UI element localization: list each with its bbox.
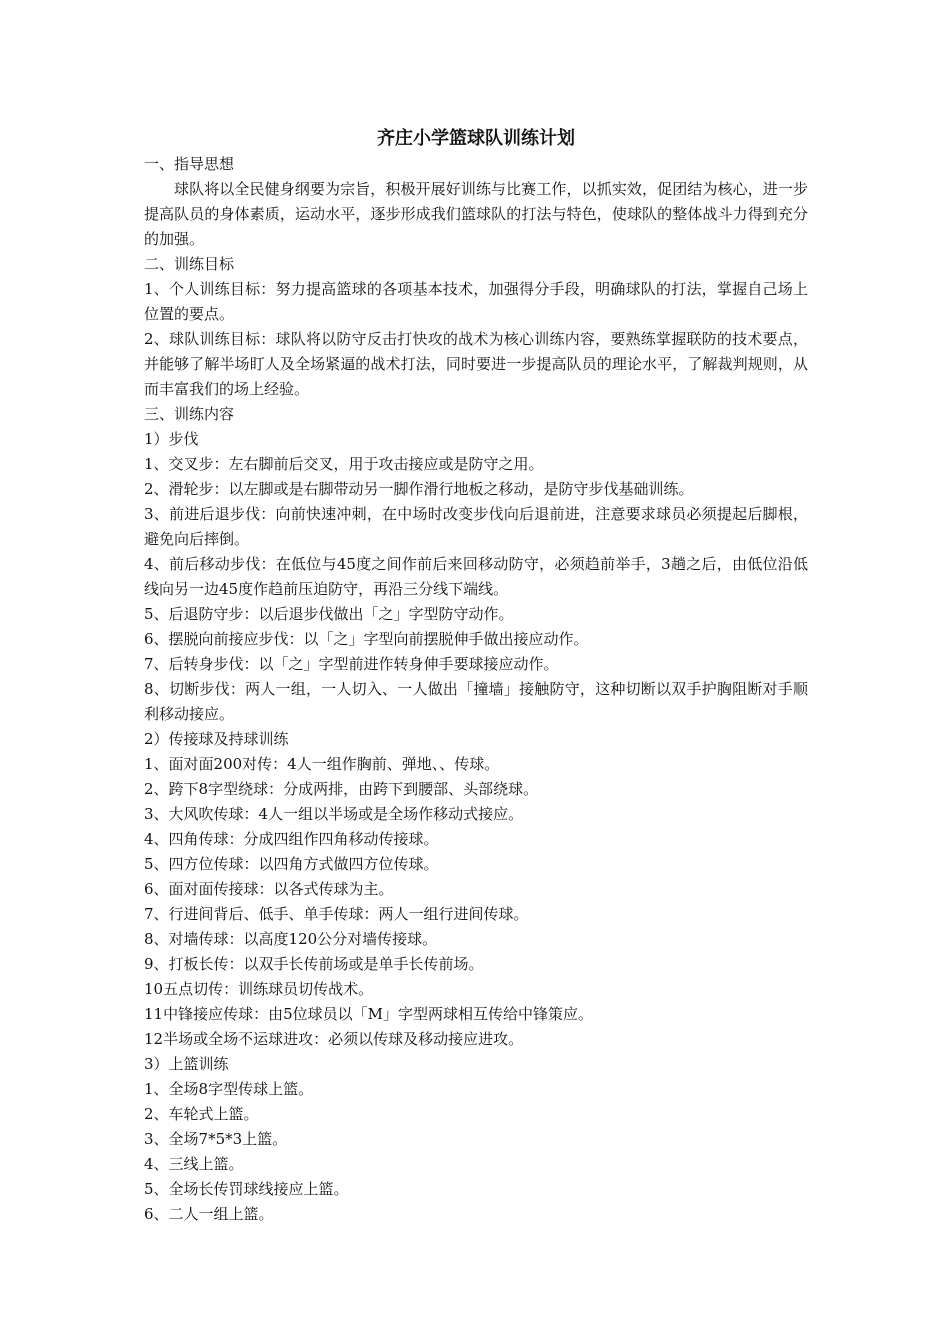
list-item: 6、面对面传接球：以各式传球为主。 — [144, 880, 394, 898]
list-item: 3、全场7*5*3上篮。 — [144, 1130, 288, 1148]
list-item: 7、行进间背后、低手、单手传球：两人一组行进间传球。 — [144, 905, 529, 923]
list-item: 1、交叉步：左右脚前后交叉，用于攻击接应或是防守之用。 — [144, 455, 544, 473]
list-item: 6、二人一组上篮。 — [144, 1205, 274, 1223]
list-item: 4、前后移动步伐：在低位与45度之间作前后来回移动防守，必须趋前举手，3趟之后，由低位沿低线向另一边45度作趋前压迫防守，再沿三分线下端线。 — [144, 555, 808, 598]
list-item: 12半场或全场不运球进攻：必须以传球及移动接应进攻。 — [144, 1030, 524, 1048]
list-item: 2、车轮式上篮。 — [144, 1105, 259, 1123]
list-item: 10五点切传：训练球员切传战术。 — [144, 980, 374, 998]
paragraph-individual-goal: 1、个人训练目标：努力提高篮球的各项基本技术，加强得分手段，明确球队的打法，掌握自己场上位置的要点。 — [144, 280, 808, 323]
list-item: 7、后转身步伐：以「之」字型前进作转身伸手要球接应动作。 — [144, 655, 559, 673]
document-body — [144, 126, 808, 1227]
list-item: 1、面对面200对传：4人一组作胸前、弹地、、传球。 — [144, 755, 500, 773]
list-item: 1、全场8字型传球上篮。 — [144, 1080, 314, 1098]
list-item: 3、前进后退步伐：向前快速冲刺，在中场时改变步伐向后退前进，注意要求球员必须提起后脚根，避免向后摔倒。 — [144, 505, 808, 548]
subsection-heading-layup: 3）上篮训练 — [144, 1055, 229, 1073]
list-item: 6、摆脱向前接应步伐：以「之」字型向前摆脱伸手做出接应动作。 — [144, 630, 589, 648]
section-heading-training-goals: 二、训练目标 — [144, 255, 235, 273]
list-item: 5、后退防守步：以后退步伐做出「之」字型防守动作。 — [144, 605, 514, 623]
list-item: 2、滑轮步：以左脚或是右脚带动另一脚作滑行地板之移动，是防守步伐基础训练。 — [144, 480, 694, 498]
footwork-list — [144, 452, 808, 727]
section-heading-guiding-idea: 一、指导思想 — [144, 155, 235, 173]
passing-list — [144, 752, 808, 1052]
list-item: 5、全场长传罚球线接应上篮。 — [144, 1180, 349, 1198]
list-item: 4、三线上篮。 — [144, 1155, 244, 1173]
paragraph-team-goal: 2、球队训练目标：球队将以防守反击打快攻的战术为核心训练内容，要熟练掌握联防的技术要点，并能够了解半场盯人及全场紧逼的战术打法，同时要进一步提高队员的理论水平，了解裁判规则，从而丰富我们的场上经验。 — [144, 330, 808, 398]
section-heading-training-content: 三、训练内容 — [144, 405, 235, 423]
list-item: 8、切断步伐：两人一组，一人切入、一人做出「撞墙」接触防守，这种切断以双手护胸阻断对手顺利移动接应。 — [144, 680, 808, 723]
list-item: 9、打板长传：以双手长传前场或是单手长传前场。 — [144, 955, 484, 973]
document-title: 齐庄小学篮球队训练计划 — [377, 128, 575, 149]
list-item: 4、四角传球：分成四组作四角移动传接球。 — [144, 830, 439, 848]
list-item: 5、四方位传球：以四角方式做四方位传球。 — [144, 855, 439, 873]
list-item: 8、对墙传球：以高度120公分对墙传接球。 — [144, 930, 438, 948]
list-item: 11中锋接应传球：由5位球员以「M」字型两球相互传给中锋策应。 — [144, 1005, 593, 1023]
subsection-heading-passing: 2）传接球及持球训练 — [144, 730, 289, 748]
paragraph-guiding-idea: 球队将以全民健身纲要为宗旨，积极开展好训练与比赛工作，以抓实效，促团结为核心，进一步提高队员的身体素质，运动水平，逐步形成我们篮球队的打法与特色，使球队的整体战斗力得到充分的加强。 — [144, 180, 808, 248]
layup-list — [144, 1077, 808, 1227]
list-item: 2、跨下8字型绕球：分成两排，由跨下到腰部、头部绕球。 — [144, 780, 539, 798]
list-item: 3、大风吹传球：4人一组以半场或是全场作移动式接应。 — [144, 805, 524, 823]
subsection-heading-footwork: 1）步伐 — [144, 430, 199, 448]
